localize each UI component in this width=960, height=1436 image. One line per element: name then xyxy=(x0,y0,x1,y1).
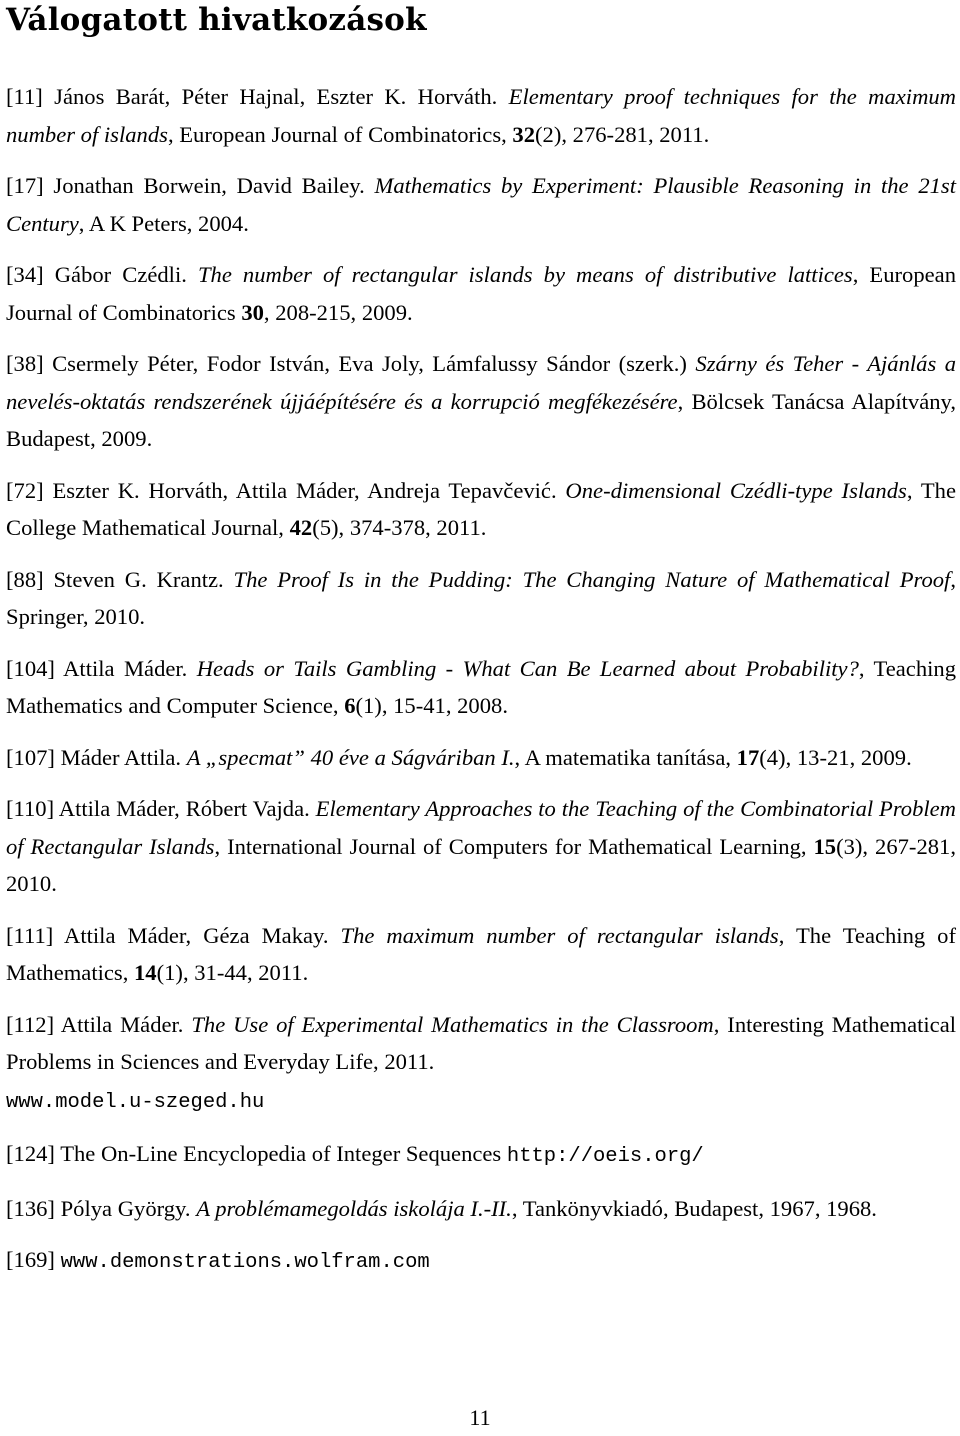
reference-venue: , Bölcsek Tanácsa Alapítvány, Budapest, 2009. xyxy=(6,388,956,451)
reference-venue: , A matematika tanítása, xyxy=(514,744,737,770)
reference-authors: Eszter K. Horváth, Attila Máder, Andreja Tepavčević. xyxy=(52,477,557,503)
reference-item xyxy=(6,1241,956,1282)
reference-title: Mathematics by Experiment: Plausible Reasoning in the 21st Century xyxy=(6,173,956,236)
reference-key: [88] xyxy=(6,566,44,592)
reference-title: Heads or Tails Gambling - What Can Be Learned about Probability? xyxy=(196,655,859,681)
reference-pages-year: (4), 13-21, 2009. xyxy=(759,744,912,770)
reference-authors: Pólya György. xyxy=(60,1195,191,1221)
reference-venue: , The College Mathematical Journal, xyxy=(6,477,956,540)
reference-item xyxy=(6,167,956,242)
reference-url[interactable]: www.demonstrations.wolfram.com xyxy=(60,1251,430,1274)
reference-pages-year: , 208-215, 2009. xyxy=(263,299,413,325)
reference-key: [17] xyxy=(6,173,44,198)
reference-key: [136] xyxy=(6,1195,55,1221)
reference-pages-year: (5), 374-378, 2011. xyxy=(312,515,487,540)
reference-key: [72] xyxy=(6,477,44,503)
reference-title: The maximum number of rectangular islands xyxy=(340,922,779,948)
reference-item xyxy=(6,1190,956,1228)
reference-key: [112] xyxy=(6,1011,55,1037)
reference-key: [34] xyxy=(6,262,44,287)
reference-authors: Attila Máder. xyxy=(60,1011,184,1037)
reference-venue: , European Journal of Combinatorics, xyxy=(167,121,513,147)
reference-authors: Máder Attila. xyxy=(60,744,182,770)
reference-item xyxy=(6,472,956,547)
page-number: 11 xyxy=(469,1405,491,1430)
reference-title: Elementary proof techniques for the maximum number of islands xyxy=(6,84,957,147)
reference-key: [110] xyxy=(6,796,55,821)
reference-key: [169] xyxy=(6,1247,55,1272)
reference-pages-year: (1), 31-44, 2011. xyxy=(156,960,309,985)
reference-volume: 15 xyxy=(813,833,837,859)
reference-title: A „specmat” 40 éve a Ságváriban I. xyxy=(186,744,515,770)
reference-key: [124] xyxy=(6,1141,55,1166)
reference-authors: Attila Máder. xyxy=(63,655,188,681)
reference-volume: 30 xyxy=(241,299,264,325)
reference-item xyxy=(6,739,956,777)
reference-item xyxy=(6,1135,956,1176)
reference-pages-year: (1), 15-41, 2008. xyxy=(355,693,508,718)
reference-volume: 6 xyxy=(344,693,356,718)
reference-item xyxy=(6,256,956,331)
reference-pages-year: (3), 267-281, 2010. xyxy=(6,833,956,896)
reference-authors: Csermely Péter, Fodor István, Eva Joly, Lámfalussy Sándor (szerk.) xyxy=(52,351,687,376)
reference-url[interactable]: www.model.u-szeged.hu xyxy=(6,1090,265,1114)
reference-item xyxy=(6,1006,956,1122)
reference-item xyxy=(6,650,956,725)
reference-title: The Proof Is in the Pudding: The Changing Nature of Mathematical Proof xyxy=(233,566,951,592)
reference-authors: Gábor Czédli. xyxy=(54,262,187,287)
reference-venue: , Teaching Mathematics and Computer Science, xyxy=(6,655,956,718)
reference-authors: Attila Máder, Róbert Vajda. xyxy=(58,796,310,821)
reference-authors: Steven G. Krantz. xyxy=(53,566,224,592)
reference-pages-year: (2), 276-281, 2011. xyxy=(535,121,710,147)
reference-title: Elementary Approaches to the Teaching of the Combinatorial Problem of Rectangular Islands xyxy=(6,796,957,859)
reference-key: [11] xyxy=(6,84,43,109)
document-page xyxy=(6,0,956,1296)
section-title: Válogatott hivatkozások xyxy=(6,2,427,38)
reference-key: [107] xyxy=(6,744,55,770)
reference-venue: , International Journal of Computers for Mathematical Learning, xyxy=(214,833,814,859)
reference-key: [104] xyxy=(6,655,55,681)
reference-title: A problémamegoldás iskolája I.-II. xyxy=(196,1195,512,1221)
reference-volume: 32 xyxy=(512,121,536,147)
reference-item xyxy=(6,561,956,636)
reference-item xyxy=(6,917,956,992)
reference-authors: Attila Máder, Géza Makay. xyxy=(64,922,329,948)
reference-list xyxy=(6,78,956,1282)
reference-title: The Use of Experimental Mathematics in the Classroom xyxy=(191,1011,714,1037)
reference-venue: , European Journal of Combinatorics xyxy=(6,262,956,325)
reference-venue: , Tankönyvkiadó, Budapest, 1967, 1968. xyxy=(511,1195,877,1221)
reference-title: The number of rectangular islands by means of distributive lattices xyxy=(197,262,853,287)
reference-venue: , Interesting Mathematical Problems in Sciences and Everyday Life, 2011. xyxy=(6,1011,956,1074)
reference-item xyxy=(6,78,956,153)
reference-volume: 14 xyxy=(134,960,157,985)
reference-authors: János Barát, Péter Hajnal, Eszter K. Horváth. xyxy=(54,84,498,109)
reference-venue: , Springer, 2010. xyxy=(6,566,956,629)
reference-key: [111] xyxy=(6,922,54,948)
reference-item xyxy=(6,345,956,458)
reference-item xyxy=(6,790,956,903)
reference-venue: , The Teaching of Mathematics, xyxy=(6,922,956,985)
reference-authors: Jonathan Borwein, David Bailey. xyxy=(53,173,365,198)
reference-volume: 42 xyxy=(289,515,313,540)
reference-url[interactable]: http://oeis.org/ xyxy=(506,1145,704,1168)
reference-title: Szárny és Teher - Ajánlás a nevelés-oktatás rendszerének újjáépítésére és a korrupció megfékezésére xyxy=(6,351,956,414)
reference-authors: The On-Line Encyclopedia of Integer Sequences xyxy=(60,1141,502,1166)
reference-venue: , A K Peters, 2004. xyxy=(78,210,249,236)
reference-title: One-dimensional Czédli-type Islands xyxy=(565,477,907,503)
reference-volume: 17 xyxy=(736,744,760,770)
reference-key: [38] xyxy=(6,351,44,376)
